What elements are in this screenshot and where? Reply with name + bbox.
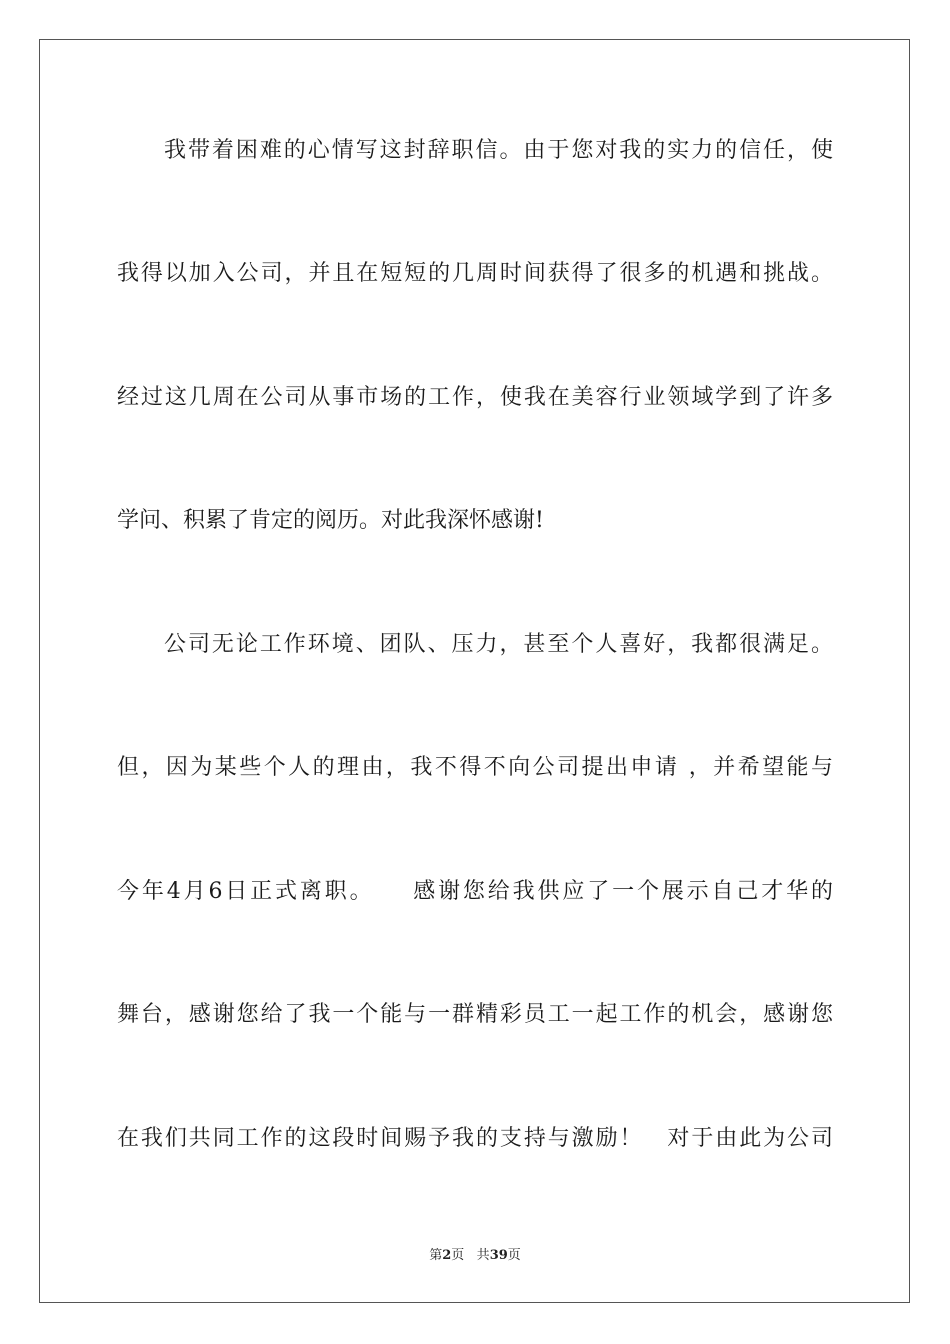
body-line-8: 舞台，感谢您给了我一个能与一群精彩员工一起工作的机会，感谢您 bbox=[117, 1002, 833, 1027]
page-frame bbox=[39, 39, 910, 1303]
body-line-3: 经过这几周在公司从事市场的工作，使我在美容行业领域学到了许多 bbox=[117, 385, 833, 410]
body-line-1: 我带着困难的心情写这封辞职信。由于您对我的实力的信任，使 bbox=[164, 138, 833, 163]
footer-prefix: 第 bbox=[429, 1248, 443, 1263]
body-line-4: 学问、积累了肯定的阅历。对此我深怀感谢! bbox=[117, 508, 544, 533]
body-line-2: 我得以加入公司，并且在短短的几周时间获得了很多的机遇和挑战。 bbox=[117, 261, 833, 286]
footer-page-unit: 页 bbox=[451, 1248, 465, 1263]
footer-total-unit: 页 bbox=[507, 1248, 521, 1263]
footer-current-page: 2 bbox=[442, 1248, 452, 1263]
footer-total-prefix: 共 bbox=[476, 1248, 490, 1263]
body-line-9: 在我们共同工作的这段时间赐予我的支持与激励！ 对于由此为公司 bbox=[117, 1126, 833, 1151]
page-footer bbox=[0, 1247, 950, 1265]
footer-total-pages: 39 bbox=[489, 1248, 508, 1263]
body-line-5: 公司无论工作环境、团队、压力，甚至个人喜好，我都很满足。 bbox=[164, 632, 833, 657]
body-line-6: 但，因为某些个人的理由，我不得不向公司提出申请 ，并希望能与 bbox=[117, 755, 833, 780]
body-line-7: 今年4月6日正式离职。 感谢您给我供应了一个展示自己才华的 bbox=[117, 879, 833, 904]
